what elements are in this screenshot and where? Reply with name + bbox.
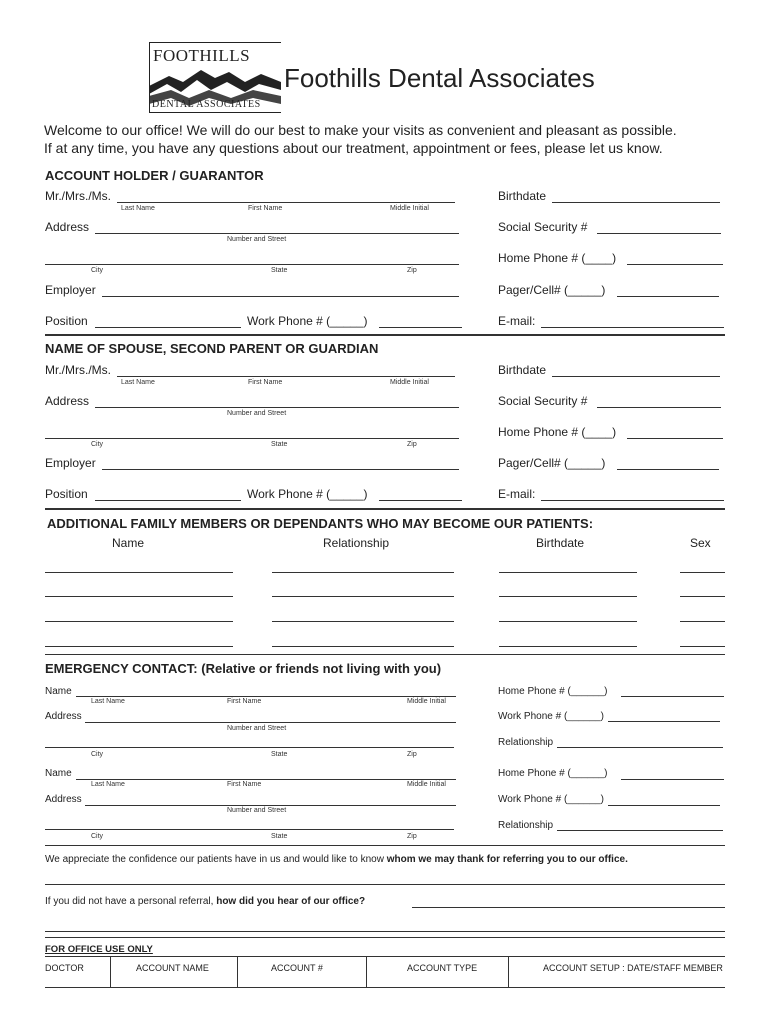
heard-question bbox=[45, 896, 365, 907]
spouse-position-field[interactable] bbox=[95, 500, 241, 501]
city-caption: City bbox=[91, 267, 104, 274]
salutation-label: Mr./Mrs./Ms. bbox=[45, 363, 111, 377]
holder-email-field[interactable] bbox=[541, 327, 724, 328]
office-heading: FOR OFFICE USE ONLY bbox=[45, 944, 153, 955]
family-birthdate-field[interactable] bbox=[499, 596, 637, 597]
street-caption: Number and Street bbox=[227, 725, 287, 732]
office-col-account-name: ACCOUNT NAME bbox=[136, 963, 209, 973]
pager-label: Pager/Cell# (_____) bbox=[498, 456, 606, 470]
spouse-pager-field[interactable] bbox=[617, 469, 719, 470]
family-col-sex: Sex bbox=[690, 536, 711, 550]
heard-answer-field[interactable] bbox=[412, 907, 725, 908]
employer-label: Employer bbox=[45, 456, 96, 470]
office-col-separator bbox=[508, 957, 509, 987]
section-divider bbox=[45, 508, 725, 510]
family-name-field[interactable] bbox=[45, 646, 233, 647]
holder-position-field[interactable] bbox=[95, 327, 241, 328]
zip-caption: Zip bbox=[407, 833, 417, 840]
office-col-doctor: DOCTOR bbox=[45, 963, 84, 973]
family-col-name: Name bbox=[112, 536, 145, 550]
work-phone-label: Work Phone # (______) bbox=[498, 794, 604, 805]
holder-employer-field[interactable] bbox=[102, 296, 459, 297]
city-caption: City bbox=[91, 441, 104, 448]
referral-question bbox=[45, 854, 628, 865]
holder-home-phone-field[interactable] bbox=[627, 264, 723, 265]
ec1-home-phone-field[interactable] bbox=[621, 696, 724, 697]
street-caption: Number and Street bbox=[227, 236, 287, 243]
family-sex-field[interactable] bbox=[680, 572, 725, 573]
office-col-separator bbox=[237, 957, 238, 987]
office-col-account-type: ACCOUNT TYPE bbox=[407, 963, 478, 973]
ec2-home-phone-field[interactable] bbox=[621, 779, 724, 780]
office-divider bbox=[45, 937, 725, 938]
first-name-caption: First Name bbox=[248, 205, 283, 212]
account-holder-heading: ACCOUNT HOLDER / GUARANTOR bbox=[45, 168, 264, 183]
first-name-caption: First Name bbox=[248, 379, 283, 386]
office-heading-rule bbox=[45, 956, 725, 957]
office-col-separator bbox=[110, 957, 111, 987]
salutation-label: Mr./Mrs./Ms. bbox=[45, 189, 111, 203]
ec1-city-field[interactable] bbox=[45, 747, 454, 748]
work-phone-label: Work Phone # (_____) bbox=[247, 487, 368, 501]
logo bbox=[149, 42, 281, 114]
relationship-label: Relationship bbox=[498, 820, 554, 831]
family-name-field[interactable] bbox=[45, 596, 233, 597]
spouse-home-phone-field[interactable] bbox=[627, 438, 723, 439]
logo-top-rule bbox=[149, 42, 281, 43]
state-caption: State bbox=[271, 751, 288, 758]
position-label: Position bbox=[45, 487, 88, 501]
home-phone-label: Home Phone # (______) bbox=[498, 768, 608, 779]
family-col-birthdate: Birthdate bbox=[536, 536, 585, 550]
work-phone-label: Work Phone # (_____) bbox=[247, 314, 368, 328]
spouse-city-field[interactable] bbox=[45, 438, 459, 439]
last-name-caption: Last Name bbox=[121, 379, 155, 386]
ec1-name-field[interactable] bbox=[76, 696, 456, 697]
first-name-caption: First Name bbox=[227, 698, 262, 705]
ssn-label: Social Security # bbox=[498, 220, 588, 234]
state-caption: State bbox=[271, 441, 288, 448]
family-relationship-field[interactable] bbox=[272, 572, 454, 573]
emergency-heading: EMERGENCY CONTACT: (Relative or friends not living with you) bbox=[45, 661, 442, 676]
address-label: Address bbox=[45, 794, 82, 805]
family-relationship-field[interactable] bbox=[272, 621, 454, 622]
intro-line-1: Welcome to our office! We will do our best to make your visits as convenient and pleasant as possible. bbox=[44, 122, 677, 138]
street-caption: Number and Street bbox=[227, 807, 287, 814]
name-label: Name bbox=[45, 686, 72, 697]
middle-initial-caption: Middle Initial bbox=[407, 698, 446, 705]
logo-side-rule bbox=[149, 42, 150, 113]
zip-caption: Zip bbox=[407, 441, 417, 448]
logo-bottom-text: DENTAL ASSOCIATES bbox=[152, 99, 261, 110]
email-label: E-mail: bbox=[498, 314, 536, 328]
referral-question-plain: We appreciate the confidence our patients have in us and would like to know bbox=[45, 854, 384, 865]
pager-label: Pager/Cell# (_____) bbox=[498, 283, 606, 297]
home-phone-label: Home Phone # (____) bbox=[498, 425, 617, 439]
logo-bottom-rule bbox=[149, 112, 281, 113]
home-phone-label: Home Phone # (______) bbox=[498, 686, 608, 697]
holder-work-phone-field[interactable] bbox=[379, 327, 462, 328]
name-label: Name bbox=[45, 768, 72, 779]
zip-caption: Zip bbox=[407, 267, 417, 274]
relationship-label: Relationship bbox=[498, 737, 554, 748]
spouse-employer-field[interactable] bbox=[102, 469, 459, 470]
office-bottom-rule bbox=[45, 987, 725, 988]
home-phone-label: Home Phone # (____) bbox=[498, 251, 617, 265]
spouse-name-field[interactable] bbox=[117, 376, 455, 377]
birthdate-label: Birthdate bbox=[498, 363, 547, 377]
family-relationship-field[interactable] bbox=[272, 646, 454, 647]
page-title: Foothills Dental Associates bbox=[284, 63, 595, 93]
spouse-birthdate-field[interactable] bbox=[552, 376, 720, 377]
family-sex-field[interactable] bbox=[680, 646, 725, 647]
section-divider bbox=[45, 845, 725, 846]
family-name-field[interactable] bbox=[45, 621, 233, 622]
heard-question-plain: If you did not have a personal referral, bbox=[45, 896, 214, 907]
city-caption: City bbox=[91, 751, 104, 758]
birthdate-label: Birthdate bbox=[498, 189, 547, 203]
spouse-heading: NAME OF SPOUSE, SECOND PARENT OR GUARDIAN bbox=[45, 341, 379, 356]
middle-initial-caption: Middle Initial bbox=[390, 205, 429, 212]
family-sex-field[interactable] bbox=[680, 621, 725, 622]
holder-ssn-field[interactable] bbox=[597, 233, 721, 234]
address-label: Address bbox=[45, 220, 90, 234]
spouse-ssn-field[interactable] bbox=[597, 407, 721, 408]
holder-birthdate-field[interactable] bbox=[552, 202, 720, 203]
office-col-account-setup: ACCOUNT SETUP : DATE/STAFF MEMBER bbox=[543, 963, 723, 973]
family-relationship-field[interactable] bbox=[272, 596, 454, 597]
office-divider bbox=[45, 931, 725, 932]
first-name-caption: First Name bbox=[227, 781, 262, 788]
state-caption: State bbox=[271, 267, 288, 274]
zip-caption: Zip bbox=[407, 751, 417, 758]
referral-answer-field[interactable] bbox=[45, 884, 725, 885]
ec2-address-field[interactable] bbox=[85, 805, 456, 806]
spouse-email-field[interactable] bbox=[541, 500, 724, 501]
logo-top-text: FOOTHILLS bbox=[153, 46, 251, 65]
family-birthdate-field[interactable] bbox=[499, 621, 637, 622]
ec1-work-phone-field[interactable] bbox=[608, 721, 720, 722]
family-birthdate-field[interactable] bbox=[499, 572, 637, 573]
office-col-account-number: ACCOUNT # bbox=[271, 963, 323, 973]
ec1-relationship-field[interactable] bbox=[557, 747, 723, 748]
middle-initial-caption: Middle Initial bbox=[407, 781, 446, 788]
address-label: Address bbox=[45, 394, 90, 408]
ec2-name-field[interactable] bbox=[76, 779, 456, 780]
spouse-address-field[interactable] bbox=[95, 407, 459, 408]
address-label: Address bbox=[45, 711, 82, 722]
referral-question-bold: whom we may thank for referring you to our office. bbox=[386, 854, 628, 865]
ssn-label: Social Security # bbox=[498, 394, 588, 408]
ec2-relationship-field[interactable] bbox=[557, 830, 723, 831]
section-divider bbox=[45, 334, 725, 336]
family-birthdate-field[interactable] bbox=[499, 646, 637, 647]
holder-city-field[interactable] bbox=[45, 264, 459, 265]
state-caption: State bbox=[271, 833, 288, 840]
employer-label: Employer bbox=[45, 283, 96, 297]
holder-name-field[interactable] bbox=[117, 202, 455, 203]
ec2-city-field[interactable] bbox=[45, 829, 454, 830]
last-name-caption: Last Name bbox=[121, 205, 155, 212]
ec2-work-phone-field[interactable] bbox=[608, 805, 720, 806]
family-col-relationship: Relationship bbox=[323, 536, 390, 550]
section-divider bbox=[45, 654, 725, 655]
work-phone-label: Work Phone # (______) bbox=[498, 711, 604, 722]
family-sex-field[interactable] bbox=[680, 596, 725, 597]
email-label: E-mail: bbox=[498, 487, 536, 501]
family-name-field[interactable] bbox=[45, 572, 233, 573]
position-label: Position bbox=[45, 314, 88, 328]
family-heading: ADDITIONAL FAMILY MEMBERS OR DEPENDANTS WHO MAY BECOME OUR PATIENTS: bbox=[47, 516, 594, 531]
heard-question-bold: how did you hear of our office? bbox=[216, 896, 366, 907]
holder-address-field[interactable] bbox=[95, 233, 459, 234]
intro-line-2: If at any time, you have any questions about our treatment, appointment or fees, please let us know. bbox=[44, 140, 663, 156]
middle-initial-caption: Middle Initial bbox=[390, 379, 429, 386]
office-col-separator bbox=[366, 957, 367, 987]
spouse-work-phone-field[interactable] bbox=[379, 500, 462, 501]
holder-pager-field[interactable] bbox=[617, 296, 719, 297]
last-name-caption: Last Name bbox=[91, 698, 125, 705]
city-caption: City bbox=[91, 833, 104, 840]
last-name-caption: Last Name bbox=[91, 781, 125, 788]
street-caption: Number and Street bbox=[227, 410, 287, 417]
ec1-address-field[interactable] bbox=[85, 722, 456, 723]
